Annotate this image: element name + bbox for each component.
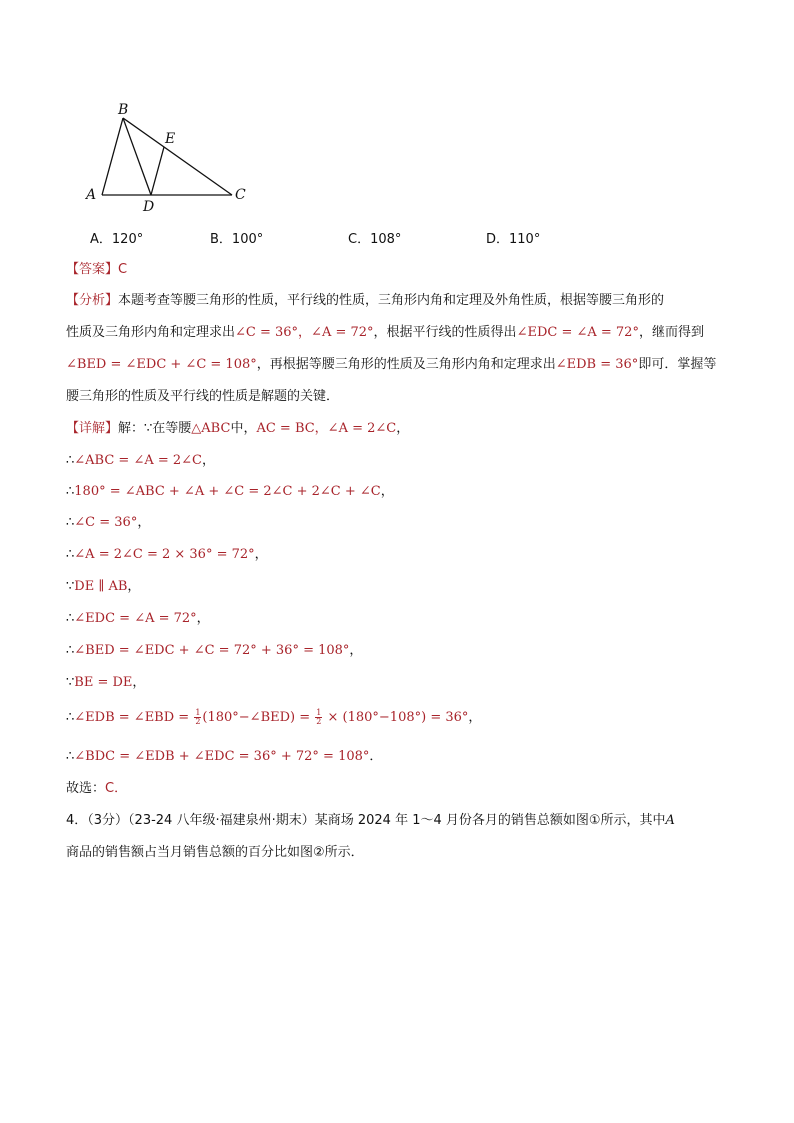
answer-bracket: 【答案】 — [66, 262, 119, 277]
detail-step-2: ∴180° = ∠ABC + ∠A + ∠C = 2∠C + 2∠C + ∠C， — [66, 484, 394, 499]
point-label-e: E — [165, 131, 176, 147]
answer-line — [66, 260, 127, 280]
analysis-line-2: 性质及三角形内角和定理求出∠C = 36°，∠A = 72°，根据平行线的性质得出∠EDC = ∠A = 72°，继而得到 — [66, 325, 704, 340]
detail-step-3: ∴∠C = 36°， — [66, 515, 151, 530]
answer-value: C — [118, 262, 128, 277]
analysis-line-3: ∠BED = ∠EDC + ∠C = 108°，再根据等腰三角形的性质及三角形内角和定理求出∠EDB = 36°即可．掌握等 — [66, 357, 717, 372]
detail-step-8: ∵BE = DE， — [66, 675, 146, 690]
question-4-line-2: 商品的销售额占当月销售总额的百分比如图②所示． — [66, 845, 364, 860]
option-d: D．110° — [486, 232, 541, 247]
point-label-b: B — [118, 102, 129, 118]
analysis-line-4: 腰三角形的性质及平行线的性质是解题的关键． — [66, 389, 340, 404]
detail-step-4: ∴∠A = 2∠C = 2 × 36° = 72°， — [66, 547, 268, 562]
fraction-half-1: $\frac{1}{2}$ — [195, 708, 201, 726]
detail-intro: 【详解】解：∵在等腰△ABC中，AC = BC，∠A = 2∠C， — [66, 421, 410, 436]
question-4-line-1: 4．（3分）（23-24 八年级·福建泉州·期末）某商场 2024 年 1～4 月份各月的销售总额如图①所示，其中A — [66, 813, 675, 828]
choice-options — [90, 228, 690, 248]
analysis-bracket: 【分析】 — [66, 293, 119, 308]
option-c: C．108° — [348, 232, 402, 247]
point-label-d: D — [143, 199, 155, 215]
option-b: B．100° — [210, 232, 264, 247]
triangle-figure — [78, 100, 268, 215]
fraction-half-2: $\frac{1}{2}$ — [316, 708, 322, 726]
triangle-diagram — [78, 100, 268, 215]
segment-bc — [123, 118, 232, 195]
detail-fraction-step: ∴∠EDB = ∠EBD = $\frac{1}{2}$ (180°−∠BED) = $\frac{1}{2}$ × (180°−108°) = 36°， — [66, 708, 482, 726]
detail-step-7: ∴∠BED = ∠EDC + ∠C = 72° + 36° = 108°， — [66, 643, 363, 658]
detail-step-6: ∴∠EDC = ∠A = 72°， — [66, 611, 210, 626]
analysis-line-1: 【分析】本题考查等腰三角形的性质，平行线的性质，三角形内角和定理及外角性质，根据等腰三角形的 — [66, 293, 665, 308]
segment-de — [151, 147, 164, 195]
detail-bracket: 【详解】 — [66, 421, 119, 436]
segment-ab — [102, 118, 123, 195]
detail-step-1: ∴∠ABC = ∠A = 2∠C， — [66, 453, 216, 468]
point-label-a: A — [86, 187, 97, 203]
detail-choose: 故选：C． — [66, 781, 128, 796]
detail-final-step: ∴∠BDC = ∠EDB + ∠EDC = 36° + 72° = 108°． — [66, 749, 383, 764]
option-a: A．120° — [90, 232, 144, 247]
segment-bd — [123, 118, 151, 195]
point-label-c: C — [235, 187, 246, 203]
detail-step-5: ∵DE ∥ AB， — [66, 579, 141, 594]
